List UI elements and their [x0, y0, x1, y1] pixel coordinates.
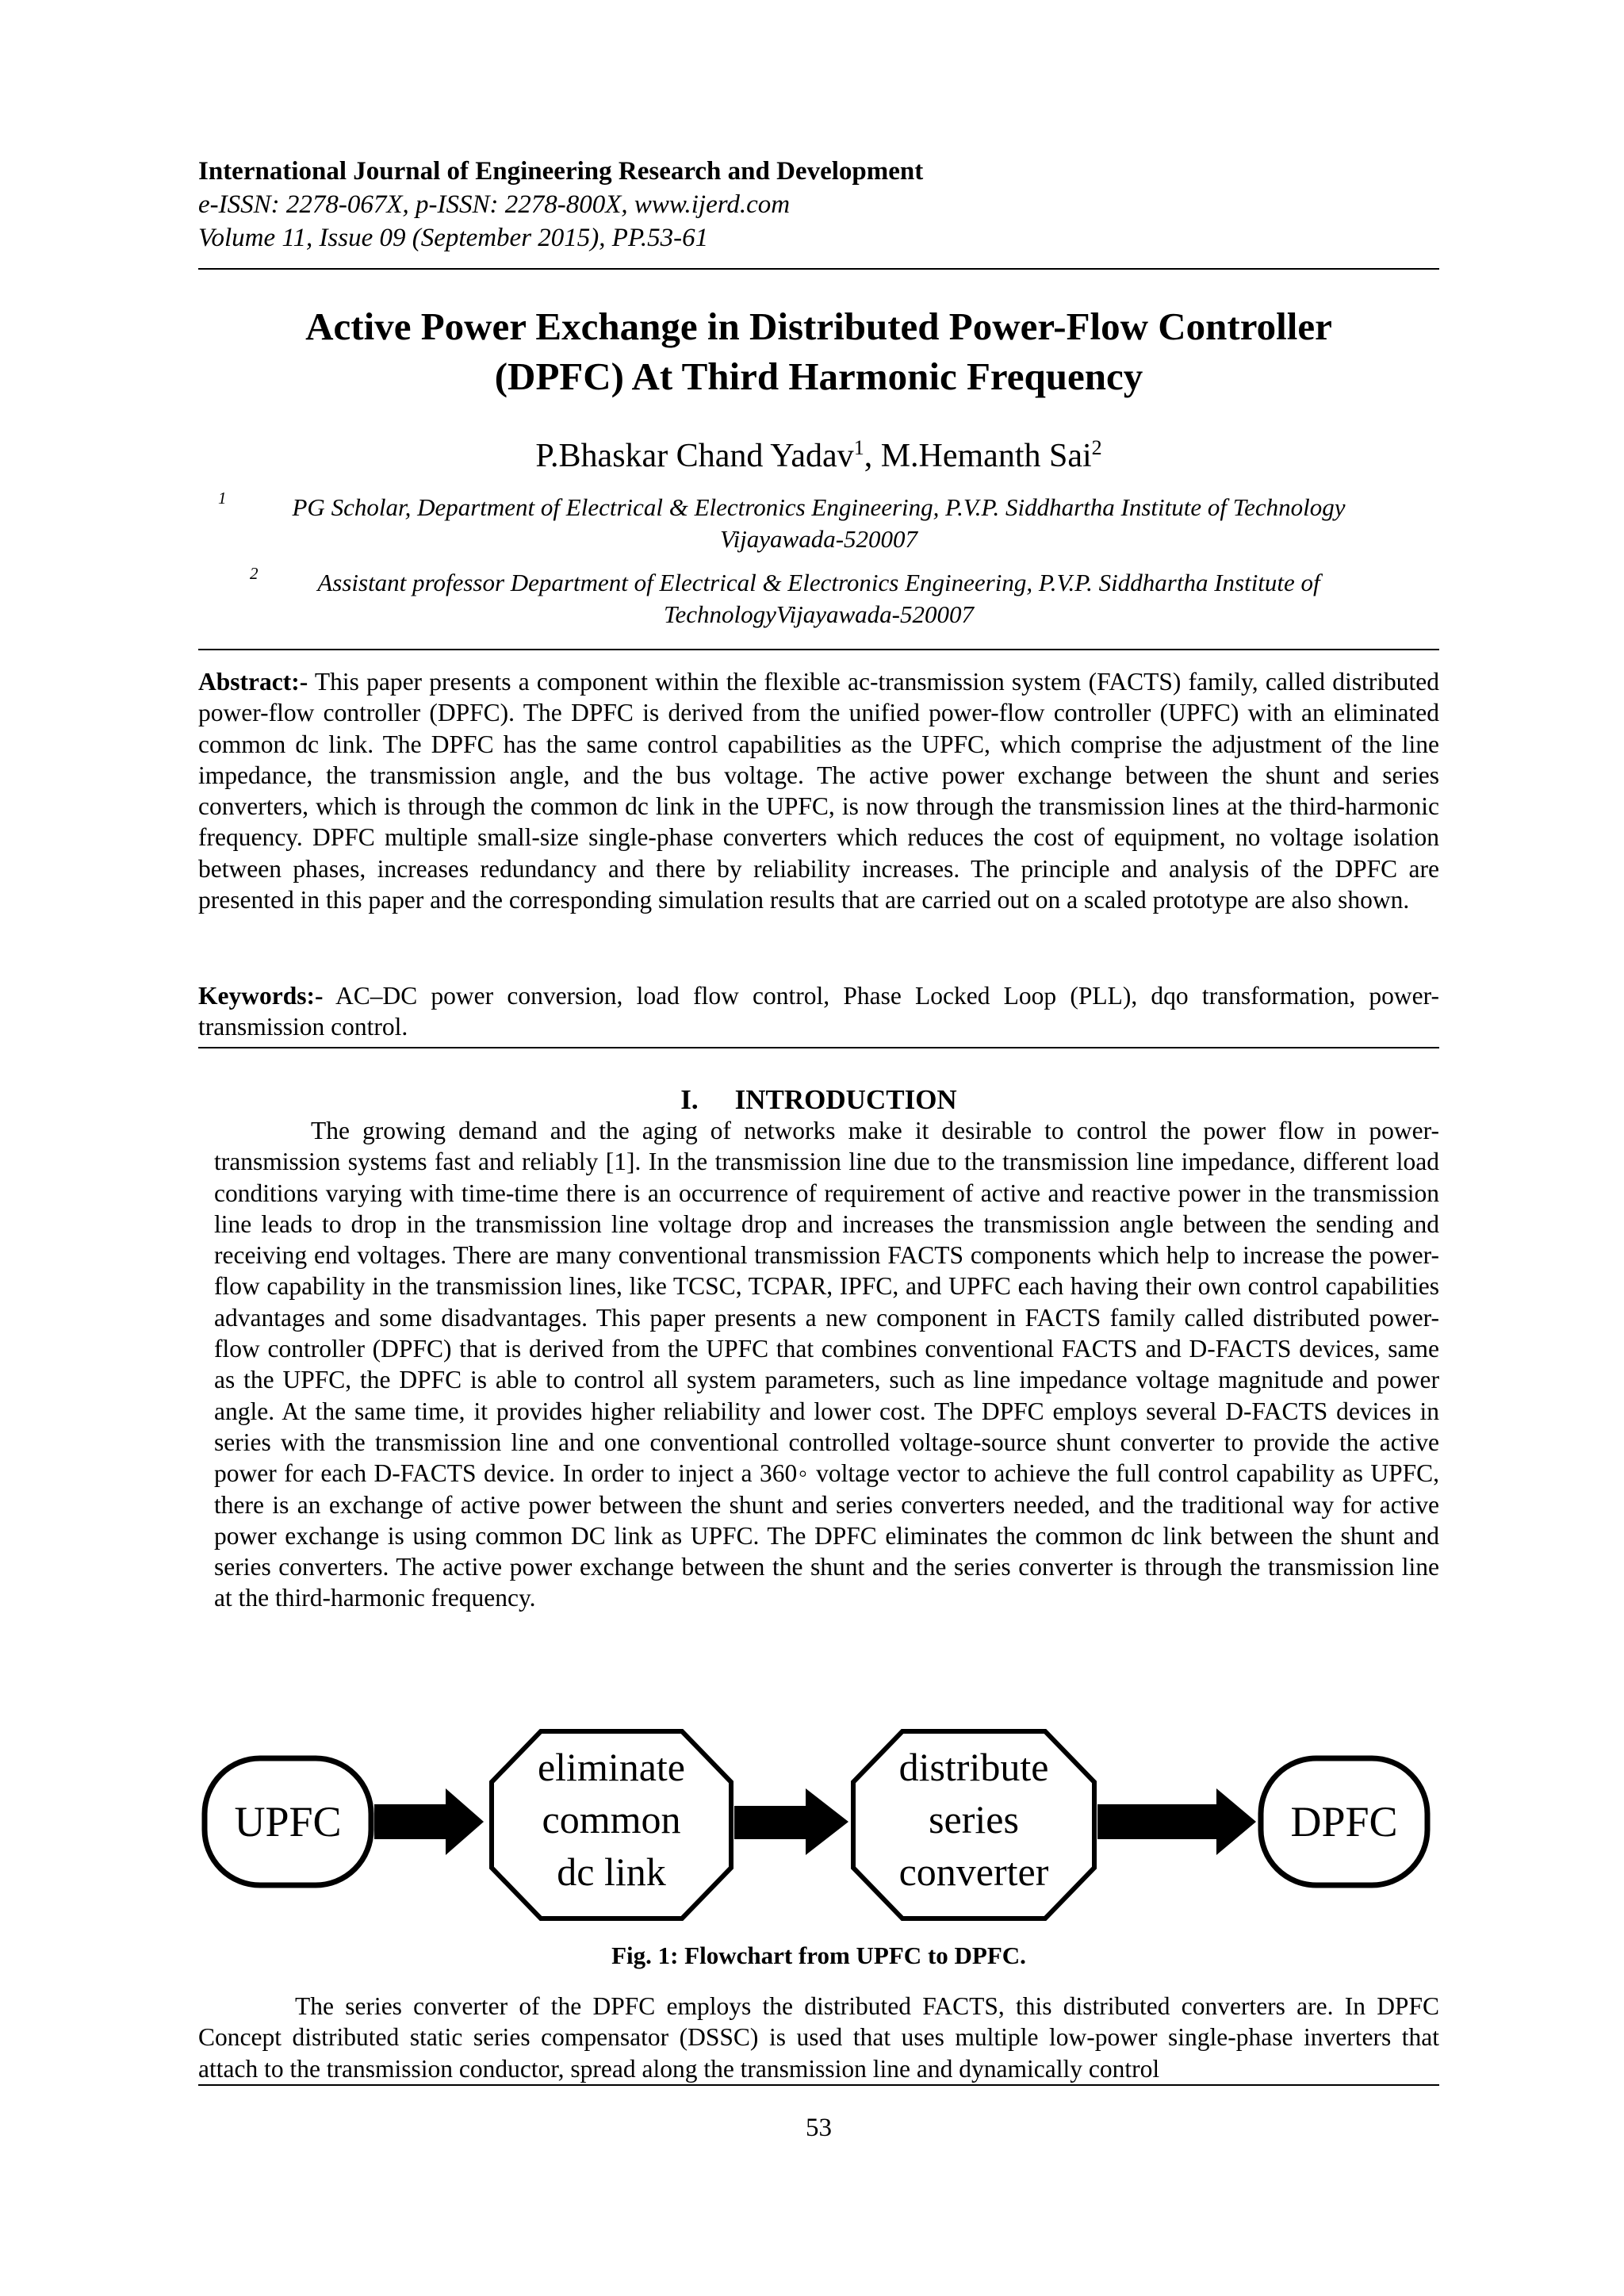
affiliation-2 [198, 564, 1439, 631]
figure-1-flowchart [198, 1725, 1439, 1923]
affiliation-1-line-1: PG Scholar, Department of Electrical & Electronics Engineering, P.V.P. Siddhartha Institute of Technology [292, 493, 1346, 521]
author-1: P.Bhaskar Chand Yadav [535, 438, 854, 474]
title-line-1: Active Power Exchange in Distributed Power-Flow Controller [305, 305, 1332, 348]
flow-arrow-2-head [806, 1788, 848, 1855]
section-title: INTRODUCTION [734, 1084, 957, 1115]
affiliation-2-line-1: Assistant professor Department of Electrical & Electronics Engineering, P.V.P. Siddhartha Institute of [317, 569, 1320, 596]
flow-arrow-1-shaft [374, 1804, 446, 1839]
paper-page [198, 0, 1439, 2296]
issn-line: e-ISSN: 2278-067X, p-ISSN: 2278-800X, www.ijerd.com [198, 190, 791, 219]
affiliation-1 [198, 489, 1439, 555]
footer-rule [198, 2084, 1439, 2086]
keywords-bottom-rule [198, 1047, 1439, 1048]
journal-header [198, 155, 1439, 255]
paper-title [198, 301, 1439, 401]
title-line-2: (DPFC) At Third Harmonic Frequency [494, 355, 1143, 398]
abstract [198, 666, 1439, 915]
section-number: I. [680, 1084, 699, 1115]
author-2: M.Hemanth Sai [880, 438, 1092, 474]
flow-node-upfc-label: UPFC [234, 1798, 342, 1846]
header-rule [198, 268, 1439, 270]
abstract-text: This paper presents a component within the flexible ac-transmission system (FACTS) family, called distributed power-flow controller (DPFC). The DPFC is derived from the unified power-flow controller (UPFC) with an eliminated common dc link. The DPFC has the same control capabilities as the UPFC, which comprise the adjustment of the line impedance, the transmission angle, and the bus voltage. The active power exchange between the shunt and series converters, which is through the common dc link in the UPFC, is now through the transmission lines at the third-harmonic frequency. DPFC multiple small-size single-phase converters which reduces the cost of equipment, no voltage isolation between phases, increases redundancy and there by reliability increases. The principle and analysis of the DPFC are presented in this paper and the corresponding simulation results that are carried out on a scaled prototype are also shown. [198, 668, 1439, 914]
keywords-text: AC–DC power conversion, load flow control, Phase Locked Loop (PLL), dqo transformation, power-transmission control. [198, 982, 1439, 1041]
flow-node-eliminate-line-1: eliminate [537, 1745, 686, 1789]
intro-paragraph-1: The growing demand and the aging of networks make it desirable to control the power flow in power-transmission systems fast and reliably [1]. In the transmission line due to the transmission line impedance, different load conditions varying with time-time there is an occurrence of requirement of active and reactive power in the transmission line leads to drop in the transmission line voltage drop and increases the transmission angle between the sending and receiving end voltages. There are many conventional transmission FACTS components which help to increase the power-flow capability in the transmission lines, like TCSC, TCPAR, IPFC, and UPFC each having their own control capabilities advantages and some disadvantages. This paper presents a new component in FACTS family called distributed power-flow controller (DPFC) that is derived from the UPFC that combines conventional FACTS and D-FACTS devices, same as the UPFC, the DPFC is able to control all system parameters, such as line impedance voltage magnitude and power angle. At the same time, it provides higher reliability and lower cost. The DPFC employs several D-FACTS devices in series with the transmission line and one conventional controlled voltage-source shunt converter to provide the active power for each D-FACTS device. In order to inject a 360◦ voltage vector to achieve the full control capability as UPFC, there is an exchange of active power between the shunt and series converters needed, and the traditional way for active power exchange is using common DC link as UPFC. The DPFC eliminates the common dc link between the shunt and series converters. The active power exchange between the shunt and the series converter is through the transmission line at the third-harmonic frequency. [214, 1117, 1439, 1612]
page-number: 53 [806, 2114, 832, 2142]
keywords [198, 980, 1439, 1043]
flow-node-eliminate-line-3: dc link [557, 1849, 666, 1894]
journal-name: International Journal of Engineering Research and Development [198, 157, 924, 186]
author-1-superscript: 1 [853, 436, 864, 459]
figure-1-caption: Fig. 1: Flowchart from UPFC to DPFC. [611, 1941, 1026, 1969]
intro-paragraph-2: The series converter of the DPFC employs the distributed FACTS, this distributed converters are. In DPFC Concept distributed static series compensator (DSSC) is used that uses multiple low-power single-phase inverters that attach to the transmission conductor, spread along the transmission line and dynamically control [198, 1992, 1439, 2083]
flow-node-distribute-line-1: distribute [898, 1745, 1049, 1789]
flow-node-distribute-line-3: converter [898, 1849, 1049, 1894]
affiliation-1-mark: 1 [218, 489, 227, 508]
affiliation-2-mark: 2 [250, 564, 259, 583]
affiliation-2-line-2: TechnologyVijayawada-520007 [664, 600, 974, 628]
volume-line: Volume 11, Issue 09 (September 2015), PP.53-61 [198, 224, 709, 252]
author-list [198, 428, 1439, 476]
keywords-label: Keywords:- [198, 982, 324, 1010]
flow-arrow-1-head [446, 1788, 484, 1855]
flow-node-distribute-line-2: series [929, 1797, 1019, 1842]
flow-node-dpfc-label: DPFC [1290, 1798, 1398, 1846]
affiliation-1-line-2: Vijayawada-520007 [719, 525, 918, 553]
author-separator: , [864, 438, 881, 474]
abstract-label: Abstract:- [198, 668, 308, 696]
section-heading-introduction [198, 1083, 1439, 1117]
flow-arrow-2-shaft [734, 1806, 806, 1839]
flow-node-eliminate-line-2: common [542, 1797, 681, 1842]
flow-arrow-3-shaft [1097, 1804, 1216, 1839]
abstract-top-rule [198, 649, 1439, 650]
flow-arrow-3-head [1216, 1788, 1256, 1855]
author-2-superscript: 2 [1091, 436, 1102, 459]
